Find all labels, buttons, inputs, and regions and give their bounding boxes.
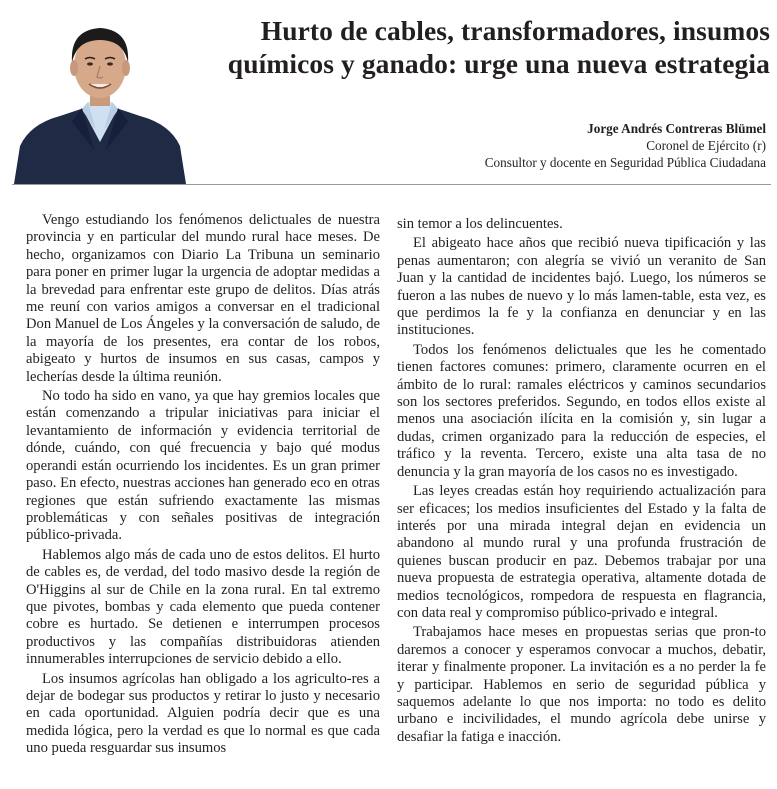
- author-rank: Coronel de Ejército (r): [646, 138, 766, 153]
- body-paragraph: Trabajamos hace meses en propuestas serias que pron-to daremos a conocer y esperamos convocar a muchos, debatir, iterar y finalmente proponer. La invitación es a no perder la fe y participar. Hablemos en serio de seguridad pública y saquemos adelante lo que nos importa: no todo es delito urbano e incivilidades, el mundo agrícola debe unirse y desafiar la fatiga e inacción.: [397, 624, 766, 745]
- body-paragraph: Los insumos agrícolas han obligado a los agriculto-res a dejar de bodegar sus productos y retirar lo justo y necesario en cada oportunidad. Alguien podría decir que es una medida lógica, pero la verdad es que lo normal es que cada uno pueda resguardar sus insumos: [26, 670, 380, 757]
- body-paragraph: El abigeato hace años que recibió nueva tipificación y las penas aumentaron; con alegría se vivió un veranito de San Juan y la cantidad de incidentes bajó. Luego, los números se fueron a las nubes de nuevo y lo más lamen-table, esta vez, es que perdimos la fe y la confianza en denunciar y en las instituciones.: [397, 235, 766, 339]
- header-divider: [12, 184, 771, 185]
- body-paragraph: Las leyes creadas están hoy requiriendo actualización para ser eficaces; los medios insuficientes del Estado y la falta de interés por una mirada integral dejan en evidencia un abandono al mundo rural y una profunda frustración de quienes buscan producir en paz. Debemos trabajar por una nueva propuesta de estrategia operativa, altamente dotada de medios tecnológicos, rompedora de respuesta en flagrancia, con data real y compromiso público-privado e integral.: [397, 483, 766, 621]
- author-position: Consultor y docente en Seguridad Pública Ciudadana: [484, 155, 766, 170]
- body-paragraph-continuation: sin temor a los delincuentes.: [397, 216, 563, 232]
- author-photo: [12, 18, 188, 184]
- author-portrait-illustration: [12, 18, 188, 184]
- article-column-right: [397, 216, 766, 748]
- body-paragraph: Vengo estudiando los fenómenos delictuales de nuestra provincia y en particular del mundo rural hace meses. De hecho, organizamos con Diario La Tribuna un seminario para poner en primer lugar la urgencia de adoptar medidas a la brevedad para enfrentar este grupo de delitos. Días atrás me reuní con varios amigos a conversar en el tradicional Don Manuel de Los Ángeles y la conversación de saludo, de la mayoría de los presentes, era contar de los robos, abigeato y hurtos de insumos en sus casas, campos y lecherías desde la última reunión.: [26, 212, 380, 385]
- body-paragraph: No todo ha sido en vano, ya que hay gremios locales que están comenzando a tripular iniciativas para iniciar el levantamiento de información y evidencia territorial de dónde, cuándo, con qué frecuencia y bajo qué modus operandi están ocurriendo los incidentes. Es un gran primer paso. En efecto, nuestras acciones han generado eco en otras regiones que están sufriendo exactamente las mismas problemáticas y con señales positivas de integración público-privada.: [26, 388, 380, 544]
- body-paragraph: Hablemos algo más de cada uno de estos delitos. El hurto de cables es, de verdad, del todo masivo desde la región de O'Higgins al sur de Chile en la zona rural. En tal extremo que pivotes, bombas y cada elemento que pueda contener cobre es hurtado. Se detienen e interrumpen procesos productivos y las compañías distribuidoras atienden innumerables interrupciones de servicio debido a ello.: [26, 546, 380, 668]
- article-headline: Hurto de cables, transformadores, insumos químicos y ganado: urge una nueva estrategia: [227, 15, 770, 79]
- byline: [246, 120, 766, 171]
- article-column-left: [26, 212, 380, 760]
- author-name: Jorge Andrés Contreras Blümel: [587, 121, 766, 136]
- body-paragraph: Todos los fenómenos delictuales que les he comentado tienen factores comunes: primero, claramente ocurren en el ámbito de lo rural: ramales eléctricos y caminos secundarios son los sectores preferidos. Segundo, en todos ellos existe al menos una asociación ilícita en la comisión y, sin lugar a dudas, crimen organizado para la reducción de especies, el tráfico y la reventa. Tercero, existe una alta tasa de no denuncia y la gran mayoría de los casos no es investigado.: [397, 341, 766, 480]
